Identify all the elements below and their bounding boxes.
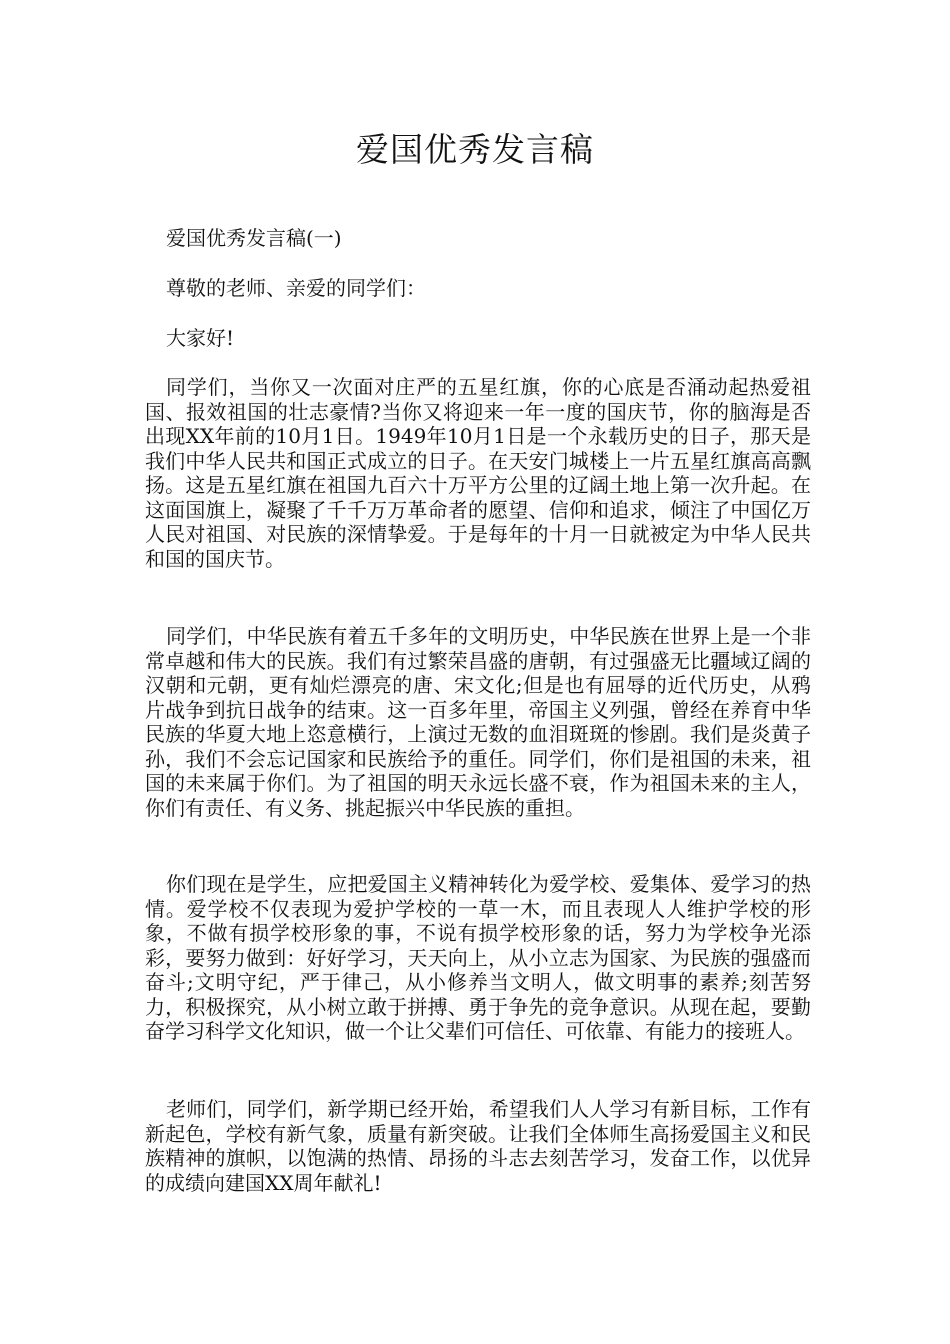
greeting: 大家好!	[166, 326, 235, 350]
document-title: 爱国优秀发言稿	[356, 130, 594, 169]
section-subtitle: 爱国优秀发言稿(一)	[166, 226, 342, 250]
paragraph-3: 你们现在是学生，应把爱国主义精神转化为爱学校、爱集体、爱学习的热情。爱学校不仅表现为爱护学校的一草一木，而且表现人人维护学校的形象，不做有损学校形象的事，不说有损学校形象的话，努力为学校争光添彩，要努力做到：好好学习，天天向上，从小立志为国家、为民族的强盛而奋斗;文明守纪，严于律己，从小修养当文明人，做文明事的素养;刻苦努力，积极探究，从小树立敢于拼搏、勇于争先的竞争意识。从现在起，要勤奋学习科学文化知识，做一个让父辈们可信任、可依靠、有能力的接班人。	[145, 872, 811, 1043]
paragraph-4: 老师们，同学们，新学期已经开始，希望我们人人学习有新目标，工作有新起色，学校有新气象，质量有新突破。让我们全体师生高扬爱国主义和民族精神的旗帜，以饱满的热情、昂扬的斗志去刻苦学习，发奋工作，以优异的成绩向建国XX周年献礼!	[145, 1097, 811, 1195]
paragraph-2: 同学们，中华民族有着五千多年的文明历史，中华民族在世界上是一个非常卓越和伟大的民族。我们有过繁荣昌盛的唐朝，有过强盛无比疆域辽阔的汉朝和元朝，更有灿烂漂亮的唐、宋文化;但是也有屈辱的近代历史，从鸦片战争到抗日战争的结束。这一百多年里，帝国主义列强，曾经在养育中华民族的华夏大地上恣意横行，上演过无数的血泪斑斑的惨剧。我们是炎黄子孙，我们不会忘记国家和民族给予的重任。同学们，你们是祖国的未来，祖国的未来属于你们。为了祖国的明天永远长盛不衰，作为祖国未来的主人，你们有责任、有义务、挑起振兴中华民族的重担。	[145, 624, 811, 820]
salutation: 尊敬的老师、亲爱的同学们：	[166, 276, 426, 300]
paragraph-1: 同学们，当你又一次面对庄严的五星红旗，你的心底是否涌动起热爱祖国、报效祖国的壮志豪情?当你又将迎来一年一度的国庆节，你的脑海是否出现XX年前的10月1日。1949年10月1日是一个永载历史的日子，那天是我们中华人民共和国正式成立的日子。在天安门城楼上一片五星红旗高高飘扬。这是五星红旗在祖国九百六十万平方公里的辽阔土地上第一次升起。在这面国旗上，凝聚了千千万万革命者的愿望、信仰和追求，倾注了中国亿万人民对祖国、对民族的深情挚爱。于是每年的十月一日就被定为中华人民共和国的国庆节。	[145, 375, 811, 571]
